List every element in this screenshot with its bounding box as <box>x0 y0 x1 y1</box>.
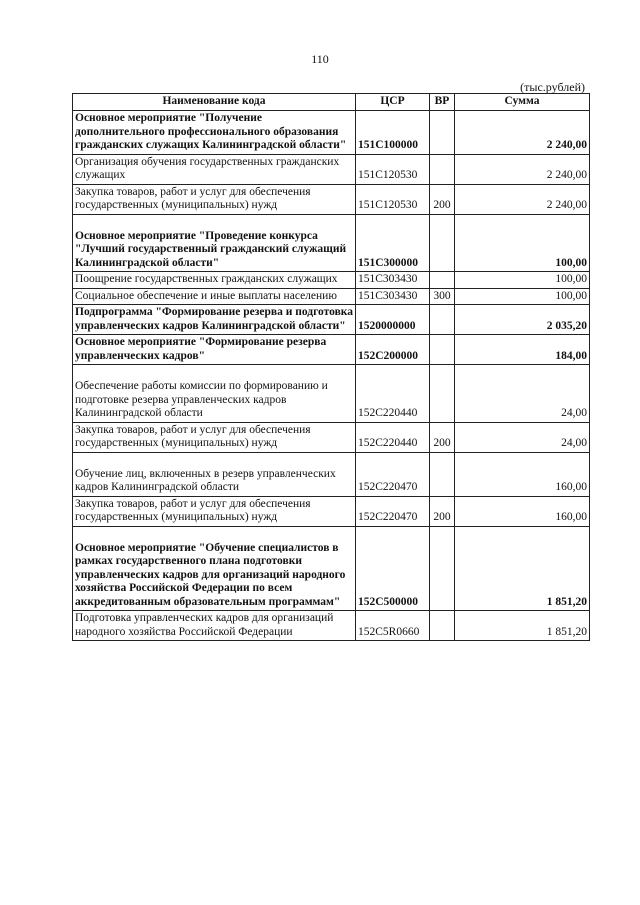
row-vr-cell: 300 <box>430 288 455 305</box>
table-row <box>73 422 590 452</box>
page-number: 110 <box>311 52 329 66</box>
row-sum-cell: 100,00 <box>455 288 590 305</box>
row-sum-cell: 1 851,20 <box>455 526 590 611</box>
table-row <box>73 496 590 526</box>
row-vr-cell <box>430 365 455 423</box>
row-sum-cell: 160,00 <box>455 452 590 496</box>
table-row <box>73 272 590 289</box>
row-sum-cell: 2 240,00 <box>455 184 590 214</box>
row-name-cell: Основное мероприятие "Проведение конкурса "Лучший государственный гражданский служащий Калининградской области" <box>73 214 356 272</box>
row-sum-cell: 24,00 <box>455 422 590 452</box>
table-row <box>73 452 590 496</box>
row-sum-cell: 2 035,20 <box>455 305 590 335</box>
row-vr-cell <box>430 305 455 335</box>
header-sum: Сумма <box>455 94 590 111</box>
row-sum-cell: 100,00 <box>455 272 590 289</box>
header-name: Наименование кода <box>73 94 356 111</box>
row-vr-cell <box>430 111 455 155</box>
row-sum-cell: 1 851,20 <box>455 611 590 641</box>
row-csr-cell: 1520000000 <box>356 305 430 335</box>
row-csr-cell: 152С220470 <box>356 496 430 526</box>
row-name-cell: Основное мероприятие "Обучение специалистов в рамках государственного плана подготовки управленческих кадров для организаций народного хозяйства Российской Федерации по всем аккредитованным образовательным программам" <box>73 526 356 611</box>
row-name-cell: Закупка товаров, работ и услуг для обеспечения государственных (муниципальных) нужд <box>73 496 356 526</box>
header-vr: ВР <box>430 94 455 111</box>
table-row <box>73 305 590 335</box>
row-csr-cell: 152С200000 <box>356 335 430 365</box>
row-name-cell: Обучение лиц, включенных в резерв управленческих кадров Калининградской области <box>73 452 356 496</box>
row-vr-cell <box>430 214 455 272</box>
table-row <box>73 154 590 184</box>
row-vr-cell <box>430 452 455 496</box>
row-sum-cell: 24,00 <box>455 365 590 423</box>
row-vr-cell <box>430 154 455 184</box>
table-row <box>73 214 590 272</box>
row-csr-cell: 151С120530 <box>356 184 430 214</box>
table-row <box>73 365 590 423</box>
row-csr-cell: 151С300000 <box>356 214 430 272</box>
row-csr-cell: 151С100000 <box>356 111 430 155</box>
row-csr-cell: 151С303430 <box>356 272 430 289</box>
row-name-cell: Основное мероприятие "Получение дополнительного профессионального образования гражданских служащих Калининградской области" <box>73 111 356 155</box>
table-row <box>73 335 590 365</box>
row-name-cell: Подготовка управленческих кадров для организаций народного хозяйства Российской Федерации <box>73 611 356 641</box>
row-name-cell: Закупка товаров, работ и услуг для обеспечения государственных (муниципальных) нужд <box>73 184 356 214</box>
row-vr-cell <box>430 526 455 611</box>
row-name-cell: Организация обучения государственных гражданских служащих <box>73 154 356 184</box>
row-vr-cell: 200 <box>430 496 455 526</box>
row-csr-cell: 152С500000 <box>356 526 430 611</box>
row-csr-cell: 152С220440 <box>356 422 430 452</box>
row-sum-cell: 100,00 <box>455 214 590 272</box>
budget-table <box>72 93 590 641</box>
row-name-cell: Обеспечение работы комиссии по формированию и подготовке резерва управленческих кадров Калининградской области <box>73 365 356 423</box>
row-vr-cell: 200 <box>430 184 455 214</box>
row-sum-cell: 2 240,00 <box>455 154 590 184</box>
table-row <box>73 184 590 214</box>
table-row <box>73 611 590 641</box>
table-header-row <box>73 94 590 111</box>
row-csr-cell: 151С303430 <box>356 288 430 305</box>
table-row <box>73 526 590 611</box>
header-csr: ЦСР <box>356 94 430 111</box>
table-row <box>73 111 590 155</box>
row-csr-cell: 152С220440 <box>356 365 430 423</box>
row-vr-cell: 200 <box>430 422 455 452</box>
row-name-cell: Основное мероприятие "Формирование резерва управленческих кадров" <box>73 335 356 365</box>
row-vr-cell <box>430 335 455 365</box>
table-row <box>73 288 590 305</box>
row-csr-cell: 151С120530 <box>356 154 430 184</box>
row-sum-cell: 160,00 <box>455 496 590 526</box>
row-sum-cell: 184,00 <box>455 335 590 365</box>
row-name-cell: Подпрограмма "Формирование резерва и подготовка управленческих кадров Калининградской области" <box>73 305 356 335</box>
row-name-cell: Поощрение государственных гражданских служащих <box>73 272 356 289</box>
row-csr-cell: 152С220470 <box>356 452 430 496</box>
row-name-cell: Закупка товаров, работ и услуг для обеспечения государственных (муниципальных) нужд <box>73 422 356 452</box>
unit-note: (тыс.рублей) <box>520 80 585 94</box>
row-vr-cell <box>430 272 455 289</box>
row-name-cell: Социальное обеспечение и иные выплаты населению <box>73 288 356 305</box>
row-sum-cell: 2 240,00 <box>455 111 590 155</box>
row-csr-cell: 152С5R0660 <box>356 611 430 641</box>
row-vr-cell <box>430 611 455 641</box>
